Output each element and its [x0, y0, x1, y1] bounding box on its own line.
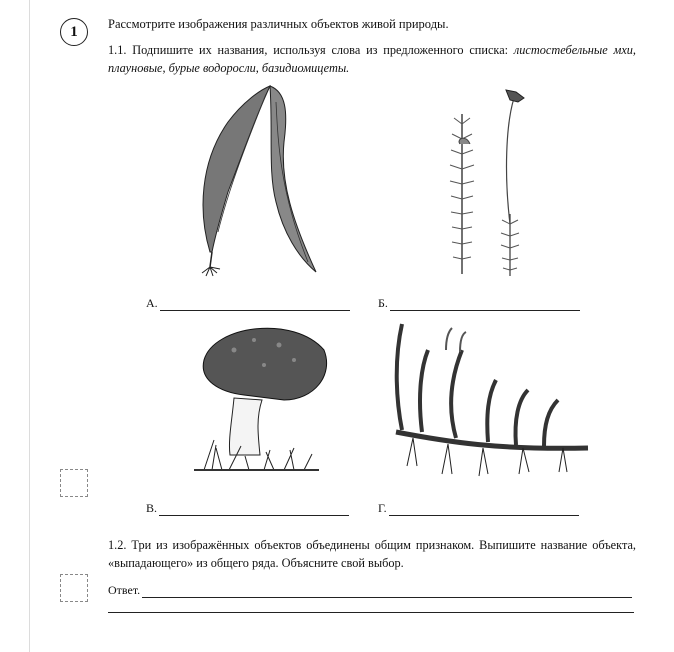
options-list: листостебельные мхи, плауновые, бурые водоросли, базидиомицеты.: [108, 43, 637, 75]
answer-line-2[interactable]: [108, 612, 634, 613]
blank-a-letter: А.: [146, 296, 158, 310]
blank-v: [146, 501, 349, 516]
blank-g-letter: Г.: [378, 501, 387, 515]
subtask-1-2-text: Три из изображённых объектов объединены общим признаком. Выпишите название объекта, «выпадающего» из общего ряда. Объясните свой выбор.: [108, 538, 636, 570]
blank-v-line[interactable]: [159, 505, 349, 516]
blank-b-line[interactable]: [390, 300, 580, 311]
figure-kelp: [188, 82, 328, 287]
blank-a-line[interactable]: [160, 300, 350, 311]
blank-b-letter: Б.: [378, 296, 388, 310]
blank-v-letter: В.: [146, 501, 158, 515]
kelp-icon: [188, 82, 328, 287]
figure-moss: [436, 84, 536, 284]
answer-label: Ответ.: [108, 583, 141, 597]
answer-box-1-1[interactable]: [60, 469, 88, 497]
figure-clubmoss: [388, 320, 594, 490]
subtask-1-1: [108, 41, 636, 77]
mushroom-icon: [194, 320, 334, 480]
moss-icon: [436, 84, 536, 284]
answer-line-1[interactable]: [142, 587, 632, 598]
page-edge: [29, 0, 30, 652]
blank-g: [378, 501, 579, 516]
clubmoss-icon: [388, 320, 594, 490]
subtask-1-1-label: 1.1.: [108, 43, 127, 57]
blank-g-line[interactable]: [389, 505, 579, 516]
blank-a: [146, 296, 350, 311]
task-title: Рассмотрите изображения различных объектов живой природы.: [108, 17, 449, 31]
figure-mushroom: [194, 320, 334, 480]
blank-b: [378, 296, 580, 311]
subtask-1-2: [108, 536, 636, 572]
answer-box-1-2[interactable]: [60, 574, 88, 602]
task-number: 1: [60, 18, 88, 46]
answer-row: [108, 583, 632, 598]
subtask-1-2-label: 1.2.: [108, 538, 127, 552]
subtask-1-1-text: Подпишите их названия, используя слова из предложенного списка:: [132, 43, 509, 57]
